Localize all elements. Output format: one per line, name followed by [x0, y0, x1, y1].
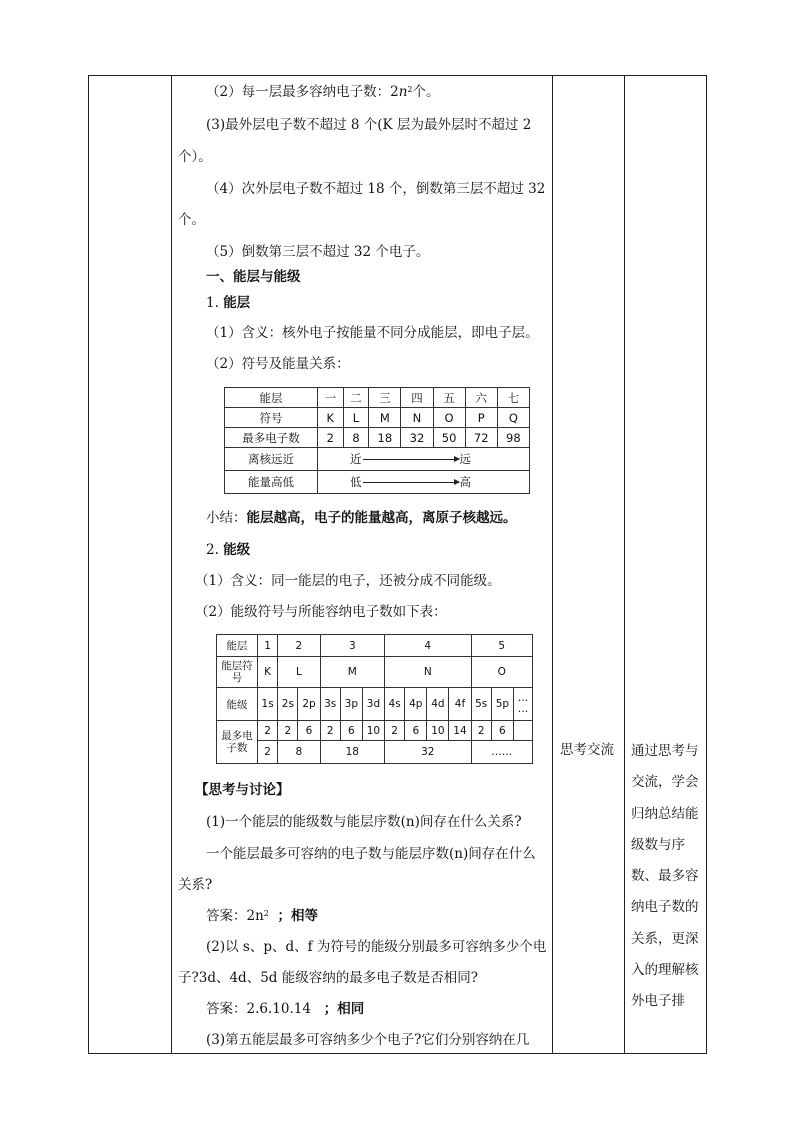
table-row: 能量高低 低 高 [225, 471, 530, 494]
question-2-line2: 子?3d、4d、5d 能级容纳的最多电子数是否相同? [178, 970, 478, 986]
table-row: 能级 1s 2s 2p 3s 3p 3d 4s 4p 4d 4f 5s 5p … … [217, 688, 533, 721]
rule-3-line2: 个）。 [178, 149, 212, 165]
table-row: 最多电子数 2 8 18 32 50 72 98 [225, 428, 530, 448]
energy-layer-table [224, 387, 530, 494]
definition-2: （1）含义：同一能层的电子，还被分成不同能级。 [195, 573, 501, 589]
table-row: 能层 1 2 3 4 5 [217, 635, 533, 657]
question-3-line1: (3)第五能层最多可容纳多少个电子?它们分别容纳在几 [206, 1032, 530, 1048]
question-1-line2: 一个能层最多可容纳的电子数与能层序数(n)间存在什么 [206, 846, 536, 862]
activity-label: 思考交流 [560, 742, 614, 758]
design-intent-text: 通过思考与交流，学会归纳总结能级数与序数、最多容纳电子数的关系，更深入的理解核外电子排 [631, 743, 699, 1010]
table-row: 能层符号 K L M N O [217, 657, 533, 688]
rule-4-line2: 个。 [178, 212, 205, 228]
energy-level-table [216, 634, 533, 764]
discussion-heading: 【思考与讨论】 [195, 782, 290, 798]
question-1-line3: 关系? [178, 877, 213, 893]
table-row: 最多电子数 2 2 6 2 6 10 2 6 10 14 2 6 [217, 721, 533, 741]
column-divider-1 [171, 75, 172, 1054]
column-divider-2 [552, 75, 553, 1054]
question-2-line1: (2)以 s、p、d、f 为符号的能级分别最多可容纳多少个电 [206, 939, 547, 955]
right-arrow-icon [363, 459, 459, 460]
symbol-caption-2: （2）能级符号与所能容纳电子数如下表： [195, 604, 447, 620]
table-row: 2 8 18 32 …… [217, 741, 533, 764]
summary: 小结：能层越高，电子的能量越高，离原子核越远。 [206, 510, 517, 526]
rule-3-line1: (3)最外层电子数不超过 8 个(K 层为最外层时不超过 2 [206, 117, 532, 133]
question-1-line1: (1)一个能层的能级数与能层序数(n)间存在什么关系? [206, 814, 522, 830]
rule-5: （5）倒数第三层不超过 32 个电子。 [206, 244, 430, 260]
right-arrow-icon [363, 482, 459, 483]
section-heading: 一、能层与能级 [206, 269, 301, 285]
table-row: 能层 一 二 三 四 五 六 七 [225, 388, 530, 408]
symbol-caption-1: （2）符号及能量关系： [206, 356, 350, 372]
subheading-1: 1. 能层 [206, 295, 251, 311]
energy-trend: 低 高 [318, 471, 530, 494]
subheading-2: 2. 能级 [206, 542, 251, 558]
distance-trend: 近 远 [318, 448, 530, 471]
rule-4-line1: （4）次外层电子数不超过 18 个，倒数第三层不超过 32 [206, 181, 546, 197]
rule-2: （2）每一层最多容纳电子数：$2n^2$个。 [206, 84, 440, 100]
answer-1: 答案：$2n^2$ ；相等 [206, 908, 318, 924]
column-divider-3 [624, 75, 625, 1054]
definition-1: （1）含义：核外电子按能量不同分成能层，即电子层。 [206, 325, 539, 341]
table-row: 离核远近 近 远 [225, 448, 530, 471]
table-row: 符号 K L M N O P Q [225, 408, 530, 428]
answer-2: 答案：2.6.10.14 ；相同 [206, 1001, 365, 1017]
